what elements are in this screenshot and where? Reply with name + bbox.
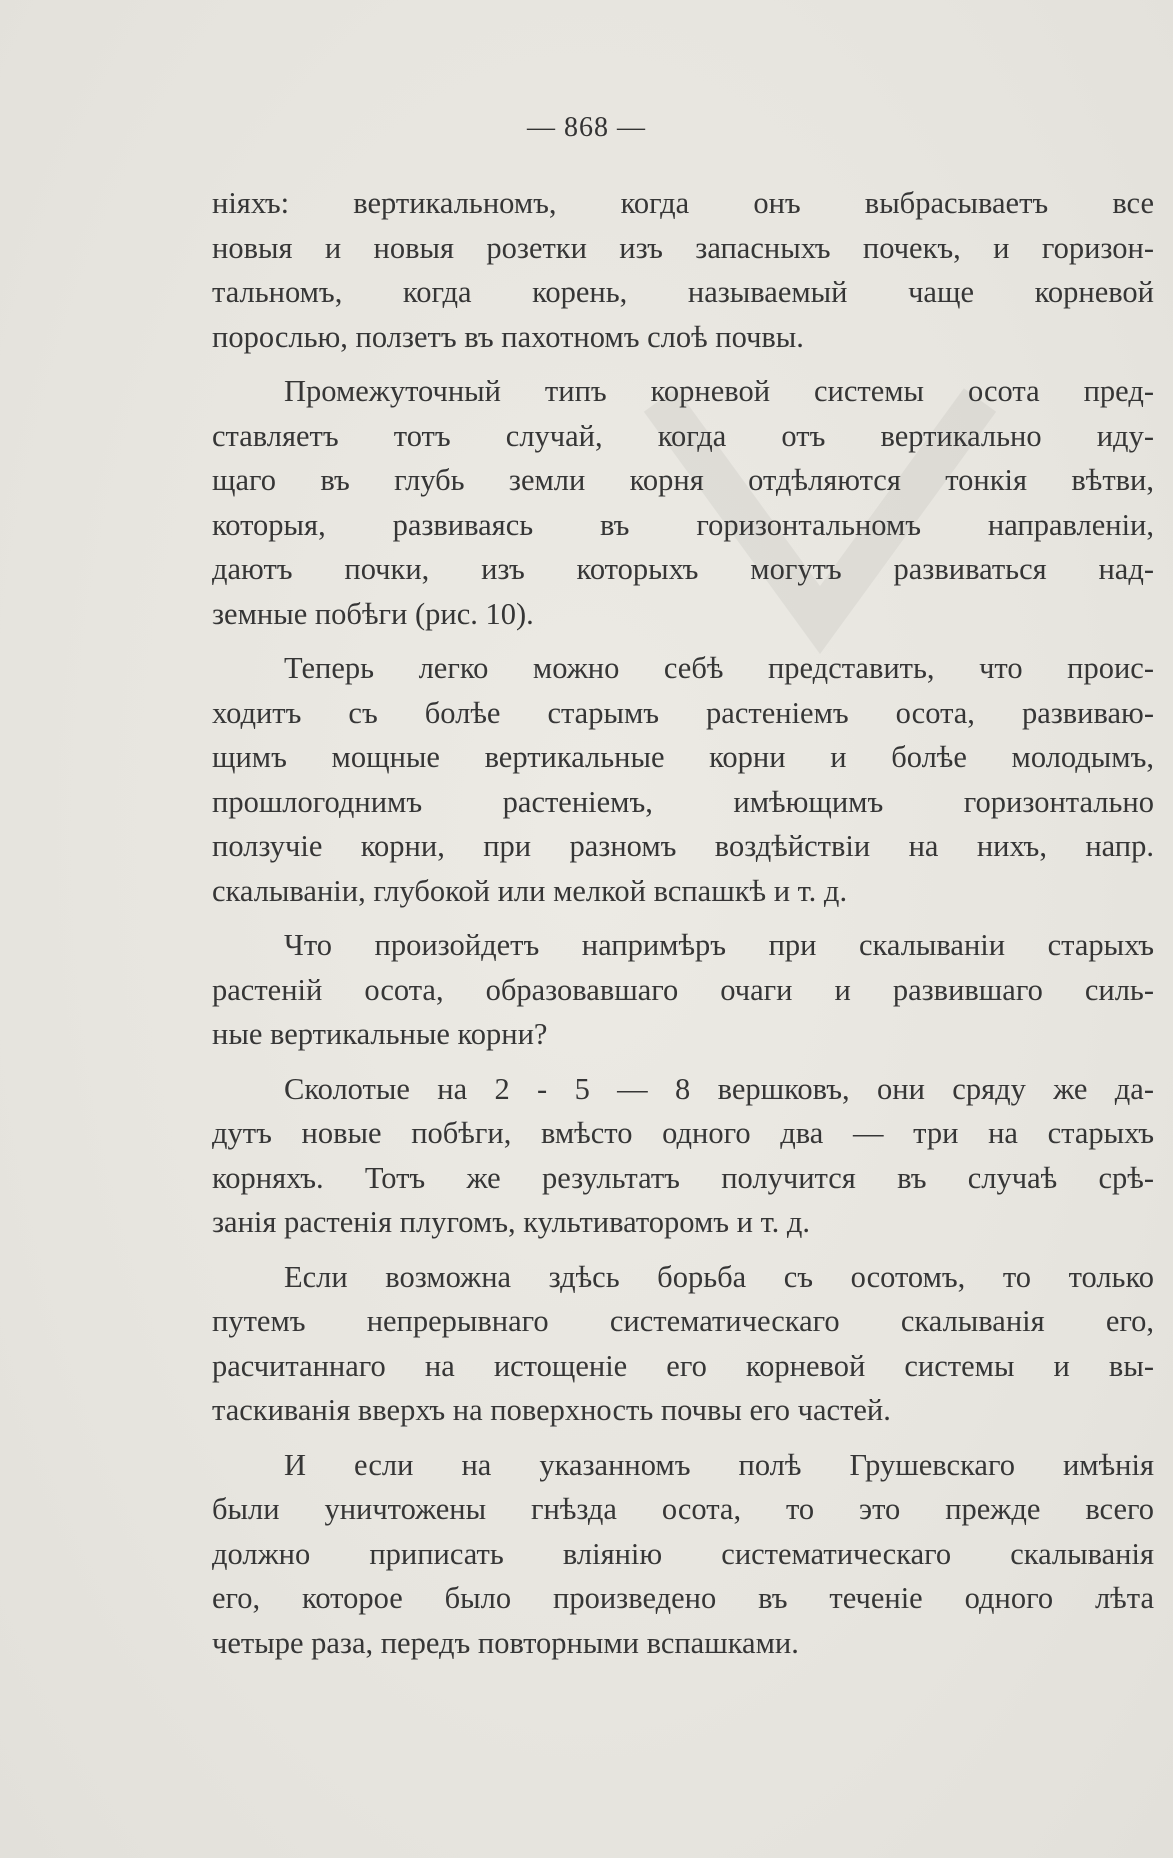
paragraph (212, 1255, 1154, 1433)
text-line: Сколотые на 2 - 5 — 8 вершковъ, они сряду же да- (284, 1071, 1154, 1106)
text-line: Промежуточный типъ корневой системы осота пред- (284, 374, 1154, 408)
text-line: растеній осота, образовавшаго очаги и развившаго силь- (212, 972, 1154, 1007)
text-line: новыя и новыя розетки изъ запасныхъ почекъ, и горизон- (212, 230, 1154, 265)
paragraph (212, 181, 1154, 359)
text-line: четыре раза, передъ повторными вспашками. (212, 1625, 799, 1660)
text-line: И если на указанномъ полѣ Грушевскаго имѣнія (284, 1447, 1154, 1482)
paragraph (212, 646, 1154, 913)
text-line: таскиванія вверхъ на поверхность почвы его частей. (212, 1393, 891, 1427)
text-line: его, которое было произведено въ теченіе одного лѣта (212, 1581, 1154, 1615)
page-number: — 868 — (527, 112, 646, 143)
text-line: щаго въ глубь земли корня отдѣляются тонкія вѣтви, (212, 463, 1154, 497)
text-line: прошлогоднимъ растеніемъ, имѣющимъ горизонтально (212, 784, 1154, 819)
body-text (212, 181, 1154, 1675)
paragraph (212, 1443, 1154, 1666)
text-line: щимъ мощные вертикальные корни и болѣе молодымъ, (212, 740, 1154, 774)
paragraph (212, 369, 1154, 636)
text-line: занія растенія плугомъ, культиваторомъ и т. д. (212, 1205, 811, 1239)
text-line: были уничтожены гнѣзда осота, то это прежде всего (212, 1492, 1154, 1526)
text-line: ніяхъ: вертикальномъ, когда онъ выбрасываетъ все (212, 186, 1154, 220)
text-line: Что произойдетъ напримѣръ при скалываніи старыхъ (284, 928, 1154, 962)
text-line: ползучіе корни, при разномъ воздѣйствіи на нихъ, напр. (212, 829, 1154, 863)
text-line: дутъ новые побѣги, вмѣсто одного два — три на старыхъ (212, 1116, 1154, 1150)
text-line: земные побѣги (рис. 10). (212, 596, 534, 631)
text-line: должно приписать вліянію систематическаго скалыванія (212, 1536, 1154, 1571)
text-line: ставляетъ тотъ случай, когда отъ вертикально иду- (212, 418, 1154, 453)
text-line: расчитаннаго на истощеніе его корневой системы и вы- (212, 1348, 1154, 1383)
text-line: корняхъ. Тотъ же результатъ получится въ случаѣ срѣ- (212, 1160, 1154, 1195)
paragraph (212, 1067, 1154, 1245)
text-line: путемъ непрерывнаго систематическаго скалыванія его, (212, 1304, 1154, 1338)
text-line: ходитъ съ болѣе старымъ растеніемъ осота, развиваю- (212, 695, 1154, 730)
text-line: порослью, ползетъ въ пахотномъ слоѣ почвы. (212, 319, 804, 354)
text-line: тальномъ, когда корень, называемый чаще корневой (212, 275, 1154, 309)
paragraph (212, 923, 1154, 1057)
text-line: которыя, развиваясь въ горизонтальномъ направленіи, (212, 507, 1154, 542)
text-line: Теперь легко можно себѣ представить, что проис- (284, 651, 1154, 685)
text-line: даютъ почки, изъ которыхъ могутъ развиваться над- (212, 552, 1154, 586)
text-line: скалываніи, глубокой или мелкой вспашкѣ и т. д. (212, 873, 848, 908)
text-line: ные вертикальные корни? (212, 1017, 548, 1051)
text-line: Если возможна здѣсь борьба съ осотомъ, то только (284, 1259, 1154, 1294)
